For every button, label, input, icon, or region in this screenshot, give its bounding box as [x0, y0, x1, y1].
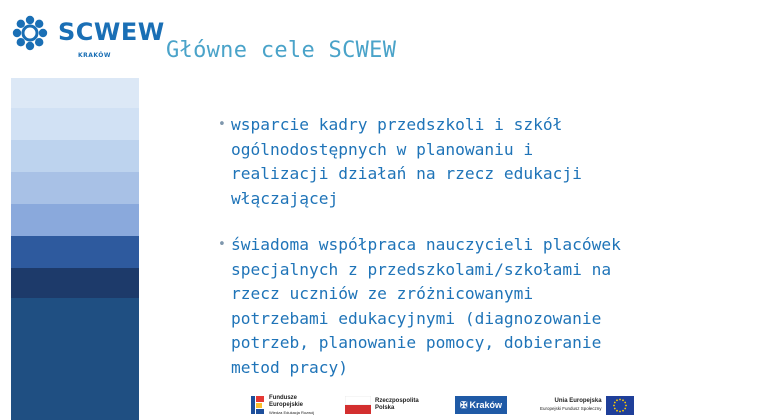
logo-dot	[39, 29, 47, 37]
eu-star	[616, 409, 618, 411]
rp-line2: Polska	[375, 405, 395, 411]
krakow-logo	[455, 392, 507, 418]
bullet-dot-icon: •	[218, 237, 226, 252]
bullet-item	[218, 233, 738, 380]
eu-flag-icon	[606, 396, 634, 415]
eu-star	[624, 407, 626, 409]
eu-star	[624, 401, 626, 403]
logo-subtitle: KRAKÓW	[78, 52, 112, 59]
fe-emblem-icon	[250, 394, 266, 416]
krakow-emblem-icon: ✠	[460, 399, 468, 410]
logo-ring	[23, 26, 37, 40]
eu-star	[619, 398, 621, 400]
footer-logos	[250, 392, 640, 418]
fe-line3: Wiedza Edukacja Rozwój	[269, 409, 315, 415]
ue-line2: Europejski Fundusz Społeczny	[540, 406, 602, 411]
fundusze-europejskie-logo	[250, 392, 314, 418]
stripe-band	[11, 236, 139, 268]
bullet-text: wsparcie kadry przedszkoli i szkół ogólnodostępnych w planowaniu i realizacji działań na rzecz edukacji włączającej	[231, 115, 582, 208]
stripe-band	[11, 268, 139, 298]
bullet-dot-icon: •	[218, 117, 226, 132]
logo-name: SCWEW	[58, 18, 165, 46]
stripe-band	[11, 78, 139, 108]
bullet-item	[218, 113, 738, 211]
fe-line1: Fundusze	[269, 394, 297, 401]
krakow-text: Kraków	[469, 400, 503, 410]
eu-star	[613, 401, 615, 403]
rp-line1: Rzeczpospolita	[375, 398, 419, 404]
rzeczpospolita-logo	[345, 392, 419, 418]
logo-dot	[35, 20, 43, 28]
logo-dot	[35, 38, 43, 46]
stripe-band	[11, 108, 139, 140]
logo-dot	[26, 42, 34, 50]
logo-dot	[17, 20, 25, 28]
stripe-band	[11, 204, 139, 236]
decorative-stripes	[11, 78, 139, 420]
scwew-logo	[10, 12, 165, 59]
unia-europejska-logo	[540, 392, 634, 418]
eu-star	[625, 404, 627, 406]
bullet-list	[218, 113, 738, 380]
polish-flag-icon	[345, 396, 371, 414]
eu-star	[622, 409, 624, 411]
logo-dot	[13, 29, 21, 37]
fe-line2: Europejskie	[269, 401, 304, 408]
logo-dot	[17, 38, 25, 46]
stripe-band	[11, 172, 139, 204]
slide-title: Główne cele SCWEW	[166, 38, 397, 63]
eu-star	[622, 399, 624, 401]
stripe-band	[11, 298, 139, 420]
logo-dot	[26, 16, 34, 24]
eu-star	[613, 407, 615, 409]
ue-line1: Unia Europejska	[554, 398, 602, 404]
stripe-band	[11, 140, 139, 172]
bullet-text: świadoma współpraca nauczycieli placówek specjalnych z przedszkolami/szkołami na rzecz uczniów ze zróżnicowanymi potrzebami edukacyjnymi (diagnozowanie potrzeb, planowanie pomocy, dobieranie metod pracy)	[231, 235, 621, 377]
eu-star	[619, 410, 621, 412]
scwew-logo-icon	[10, 12, 52, 54]
eu-star	[616, 399, 618, 401]
eu-star	[613, 404, 615, 406]
